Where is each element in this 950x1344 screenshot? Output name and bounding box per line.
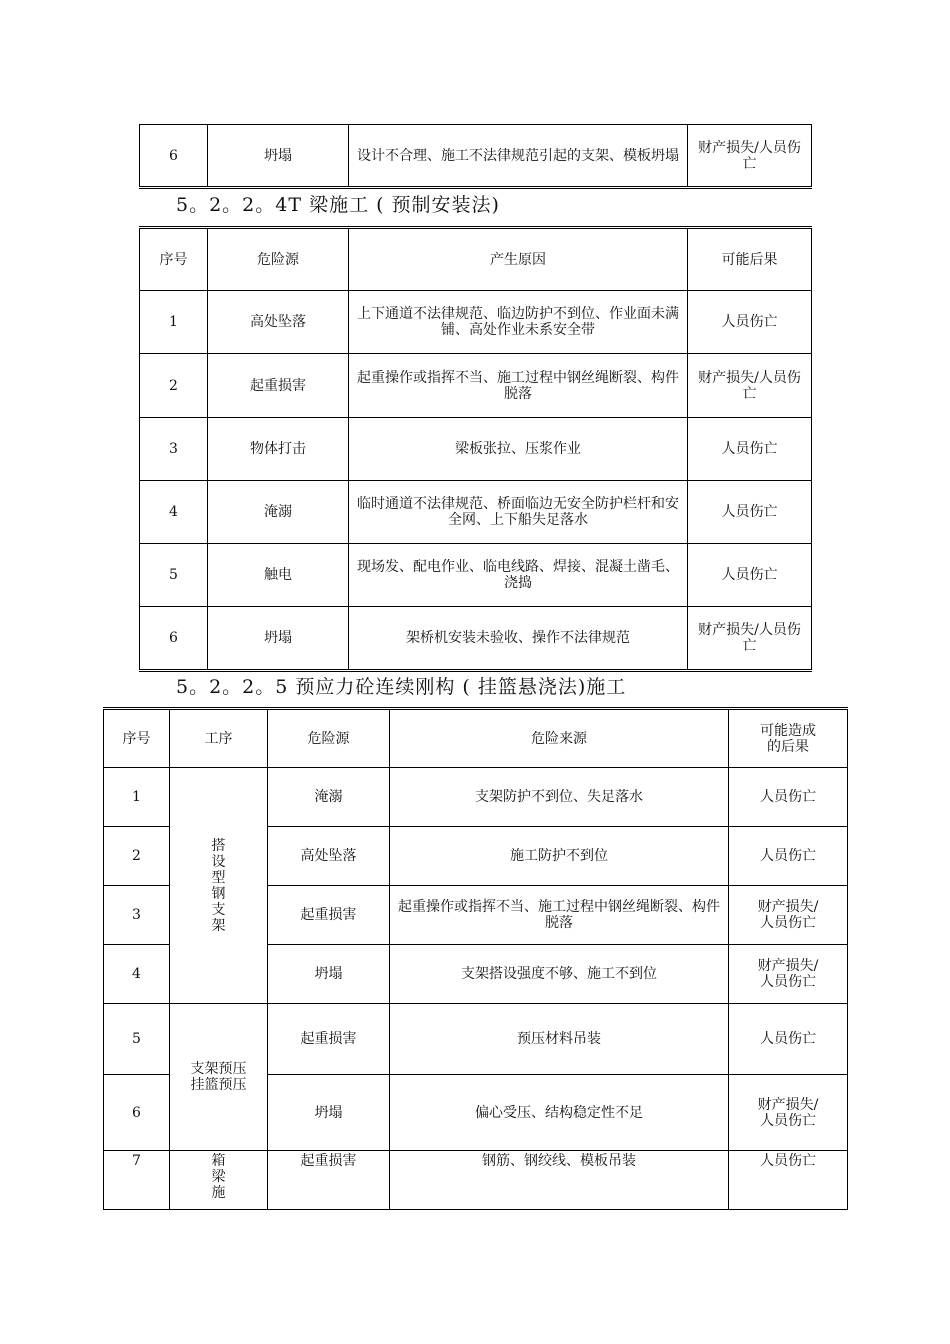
result-cell: 财产损失/人员伤亡 [688, 607, 812, 671]
header-cause: 产生原因 [349, 228, 688, 291]
hazard-cell: 起重损害 [268, 1151, 390, 1210]
row-number: 2 [104, 827, 170, 886]
hazard-cell: 高处坠落 [268, 827, 390, 886]
cause-cell: 设计不合理、施工不法律规范引起的支架、模板坍塌 [349, 125, 688, 188]
hazard-cell: 淹溺 [208, 481, 349, 544]
result-cell: 人员伤亡 [688, 544, 812, 607]
section-heading: 5。2。2。4T 梁施工 ( 预制安装法) [176, 194, 500, 216]
table-row [140, 418, 812, 481]
source-cell: 偏心受压、结构稳定性不足 [390, 1075, 729, 1151]
result-cell: 人员伤亡 [729, 827, 848, 886]
result-cell: 人员伤亡 [729, 768, 848, 827]
header-result: 可能后果 [688, 228, 812, 291]
hazard-table-t-beam [139, 226, 812, 672]
hazard-cell: 坍塌 [208, 125, 349, 188]
result-cell: 人员伤亡 [688, 418, 812, 481]
header-source: 危险来源 [390, 709, 729, 768]
row-number: 5 [140, 544, 208, 607]
hazard-cell: 坍塌 [268, 945, 390, 1004]
hazard-cell: 淹溺 [268, 768, 390, 827]
row-number: 1 [104, 768, 170, 827]
process-cell: 箱梁施 [170, 1151, 268, 1210]
row-number: 2 [140, 354, 208, 418]
result-cell: 人员伤亡 [688, 481, 812, 544]
hazard-cell: 起重损害 [208, 354, 349, 418]
table-row [140, 291, 812, 354]
hazard-cell: 坍塌 [208, 607, 349, 671]
table-row [140, 354, 812, 418]
cause-cell: 临时通道不法律规范、桥面临边无安全防护栏杆和安全网、上下船失足落水 [349, 481, 688, 544]
cause-cell: 上下通道不法律规范、临边防护不到位、作业面未满铺、高处作业未系安全带 [349, 291, 688, 354]
table-header-row [140, 228, 812, 291]
source-cell: 起重操作或指挥不当、施工过程中钢丝绳断裂、构件脱落 [390, 886, 729, 945]
hazard-table-continued [139, 124, 812, 189]
result-cell: 财产损失/人员伤亡 [688, 125, 812, 188]
cause-cell: 起重操作或指挥不当、施工过程中钢丝绳断裂、构件脱落 [349, 354, 688, 418]
section-heading: 5。2。2。5 预应力砼连续刚构 ( 挂篮悬浇法)施工 [176, 676, 627, 698]
row-number: 6 [140, 607, 208, 671]
hazard-cell: 坍塌 [268, 1075, 390, 1151]
header-hazard: 危险源 [208, 228, 349, 291]
table-row [140, 481, 812, 544]
table-header-row [104, 709, 848, 768]
table-row [104, 1004, 848, 1075]
result-cell: 财产损失/人员伤亡 [729, 886, 848, 945]
row-number: 3 [140, 418, 208, 481]
hazard-cell: 起重损害 [268, 886, 390, 945]
row-number: 4 [104, 945, 170, 1004]
source-cell: 钢筋、钢绞线、模板吊装 [390, 1151, 729, 1210]
hazard-cell: 高处坠落 [208, 291, 349, 354]
row-number: 4 [140, 481, 208, 544]
hazard-cell: 起重损害 [268, 1004, 390, 1075]
cause-cell: 现场发、配电作业、临电线路、焊接、混凝土凿毛、浇捣 [349, 544, 688, 607]
header-number: 序号 [140, 228, 208, 291]
header-process: 工序 [170, 709, 268, 768]
hazard-cell: 触电 [208, 544, 349, 607]
process-cell: 支架预压挂篮预压 [170, 1004, 268, 1151]
row-number: 6 [104, 1075, 170, 1151]
result-cell: 财产损失/人员伤亡 [729, 945, 848, 1004]
row-number: 1 [140, 291, 208, 354]
header-hazard: 危险源 [268, 709, 390, 768]
row-number: 3 [104, 886, 170, 945]
source-cell: 施工防护不到位 [390, 827, 729, 886]
row-number: 7 [104, 1151, 170, 1210]
result-cell: 人员伤亡 [729, 1151, 848, 1210]
source-cell: 支架搭设强度不够、施工不到位 [390, 945, 729, 1004]
table-row [140, 125, 812, 188]
result-cell: 人员伤亡 [688, 291, 812, 354]
hazard-table-rigid-frame [103, 707, 848, 1210]
source-cell: 支架防护不到位、失足落水 [390, 768, 729, 827]
table-row [140, 544, 812, 607]
source-cell: 预压材料吊装 [390, 1004, 729, 1075]
hazard-cell: 物体打击 [208, 418, 349, 481]
table-row [104, 768, 848, 827]
result-cell: 人员伤亡 [729, 1004, 848, 1075]
result-cell: 财产损失/人员伤亡 [729, 1075, 848, 1151]
header-number: 序号 [104, 709, 170, 768]
header-result: 可能造成的后果 [729, 709, 848, 768]
process-cell: 搭设型钢支架 [170, 768, 268, 1004]
row-number: 5 [104, 1004, 170, 1075]
cause-cell: 架桥机安装未验收、操作不法律规范 [349, 607, 688, 671]
result-cell: 财产损失/人员伤亡 [688, 354, 812, 418]
table-row [104, 1151, 848, 1210]
table-row [140, 607, 812, 671]
cause-cell: 梁板张拉、压浆作业 [349, 418, 688, 481]
row-number: 6 [140, 125, 208, 188]
